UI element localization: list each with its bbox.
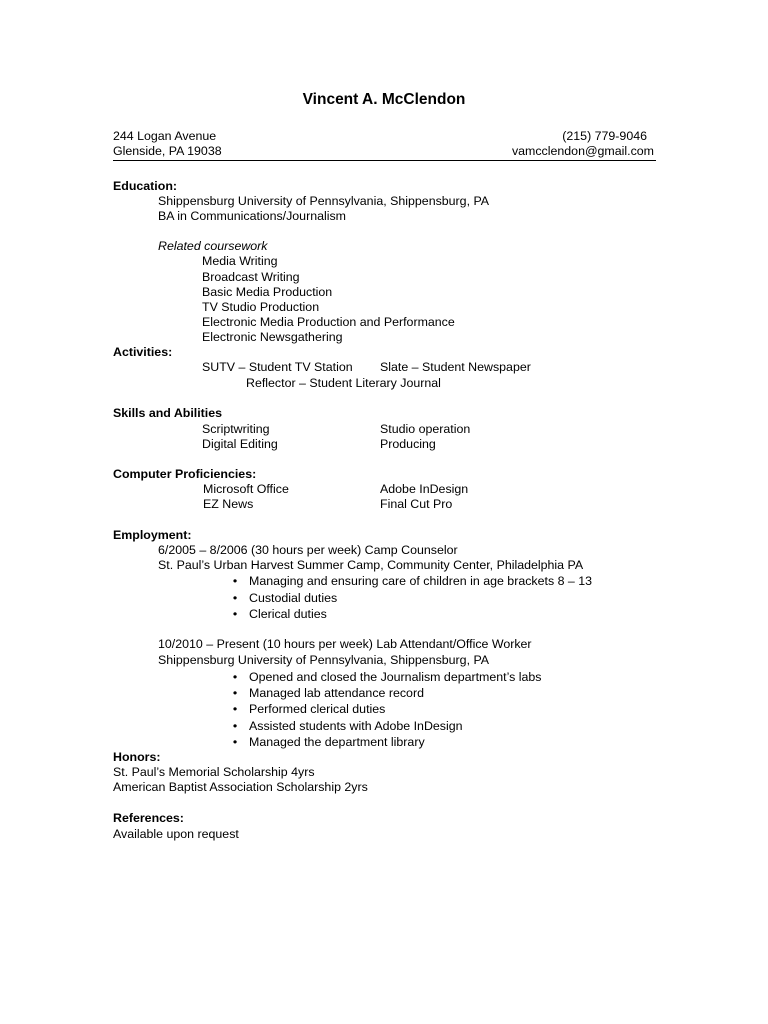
- course-item: Broadcast Writing: [202, 270, 300, 284]
- computer-item: Adobe InDesign: [380, 482, 469, 496]
- skill-item: Digital Editing: [202, 437, 278, 451]
- education-heading: Education:: [113, 179, 178, 193]
- bullet-icon: •: [232, 591, 238, 605]
- bullet-icon: •: [232, 574, 238, 588]
- email-address: vamcclendon@gmail.com: [511, 144, 654, 158]
- activity-item: Slate – Student Newspaper: [380, 360, 531, 374]
- computer-item: EZ News: [203, 497, 254, 511]
- references-heading: References:: [113, 811, 184, 825]
- address-line-1: 244 Logan Avenue: [113, 129, 217, 143]
- job-title: 10/2010 – Present (10 hours per week) Lab Attendant/Office Worker: [158, 637, 532, 651]
- course-item: Media Writing: [202, 254, 278, 268]
- job-place: Shippensburg University of Pennsylvania, Shippensburg, PA: [158, 653, 490, 667]
- education-degree: BA in Communications/Journalism: [158, 209, 347, 223]
- bullet-icon: •: [232, 686, 238, 700]
- course-item: TV Studio Production: [202, 300, 320, 314]
- education-school: Shippensburg University of Pennsylvania, Shippensburg, PA: [158, 194, 490, 208]
- bullet-icon: •: [232, 735, 238, 749]
- skills-heading: Skills and Abilities: [113, 406, 223, 420]
- coursework-label: Related coursework: [158, 239, 268, 253]
- bullet-icon: •: [232, 607, 238, 621]
- activity-item: SUTV – Student TV Station: [202, 360, 353, 374]
- resume-page: Vincent A. McClendon 244 Logan Avenue Glenside, PA 19038 (215) 779-9046 vamcclendon@gmail.com Education: Shippensburg University of Pennsylvania, Shippensburg, PA BA in Communications/Journalism Related coursework Media Writing Broadcast Writing Basic Media Production TV Studio Production Electronic Media Production and Performance Electronic Newsgathering Activities: SUTV – Student TV Station Slate – Student Newspaper Reflector – Student Literary Journal Skills and Abilities Scriptwriting Studio operation Digital Editing Producing Computer Proficiencies: Microsoft Office Adobe InDesign EZ News Final Cut Pro Employment: 6/2005 – 8/2006 (30 hours per week) Camp Counselor St. Paul’s Urban Harvest Summer Camp, Community Center, Philadelphia PA • Managing and ensuring care of children in age brackets 8 – 13 • Custodial duties • Clerical duties 10/2010 – Present (10 hours per week) Lab Attendant/Office Worker Shippensburg University of Pennsylvania, Shippensburg, PA • Opened and closed the Journalism department’s labs • Managed lab attendance record • Performed clerical duties • Assisted students with Adobe InDesign • Managed the department library Honors: St. Paul’s Memorial Scholarship 4yrs American Baptist Association Scholarship 2yrs References: Available upon request: [0, 0, 768, 1024]
- course-item: Electronic Media Production and Performance: [202, 315, 455, 329]
- skill-item: Producing: [380, 437, 436, 451]
- applicant-name: Vincent A. McClendon: [302, 91, 466, 108]
- employment-heading: Employment:: [113, 528, 192, 542]
- job-title: 6/2005 – 8/2006 (30 hours per week) Camp Counselor: [158, 543, 458, 557]
- phone-number: (215) 779-9046: [562, 129, 647, 143]
- references-text: Available upon request: [113, 827, 239, 841]
- bullet-icon: •: [232, 719, 238, 733]
- job-place: St. Paul’s Urban Harvest Summer Camp, Community Center, Philadelphia PA: [158, 558, 584, 572]
- bullet-icon: •: [232, 702, 238, 716]
- honors-heading: Honors:: [113, 750, 161, 764]
- computer-item: Microsoft Office: [203, 482, 289, 496]
- computer-item: Final Cut Pro: [380, 497, 453, 511]
- course-item: Basic Media Production: [202, 285, 333, 299]
- address-line-2: Glenside, PA 19038: [113, 144, 222, 158]
- skill-item: Scriptwriting: [202, 422, 270, 436]
- honor-item: American Baptist Association Scholarship 2yrs: [113, 780, 368, 794]
- header-divider: [113, 160, 656, 161]
- computer-heading: Computer Proficiencies:: [113, 467, 257, 481]
- activity-item: Reflector – Student Literary Journal: [246, 376, 441, 390]
- skill-item: Studio operation: [380, 422, 471, 436]
- activities-heading: Activities:: [113, 345, 173, 359]
- honor-item: St. Paul’s Memorial Scholarship 4yrs: [113, 765, 315, 779]
- bullet-icon: •: [232, 670, 238, 684]
- course-item: Electronic Newsgathering: [202, 330, 343, 344]
